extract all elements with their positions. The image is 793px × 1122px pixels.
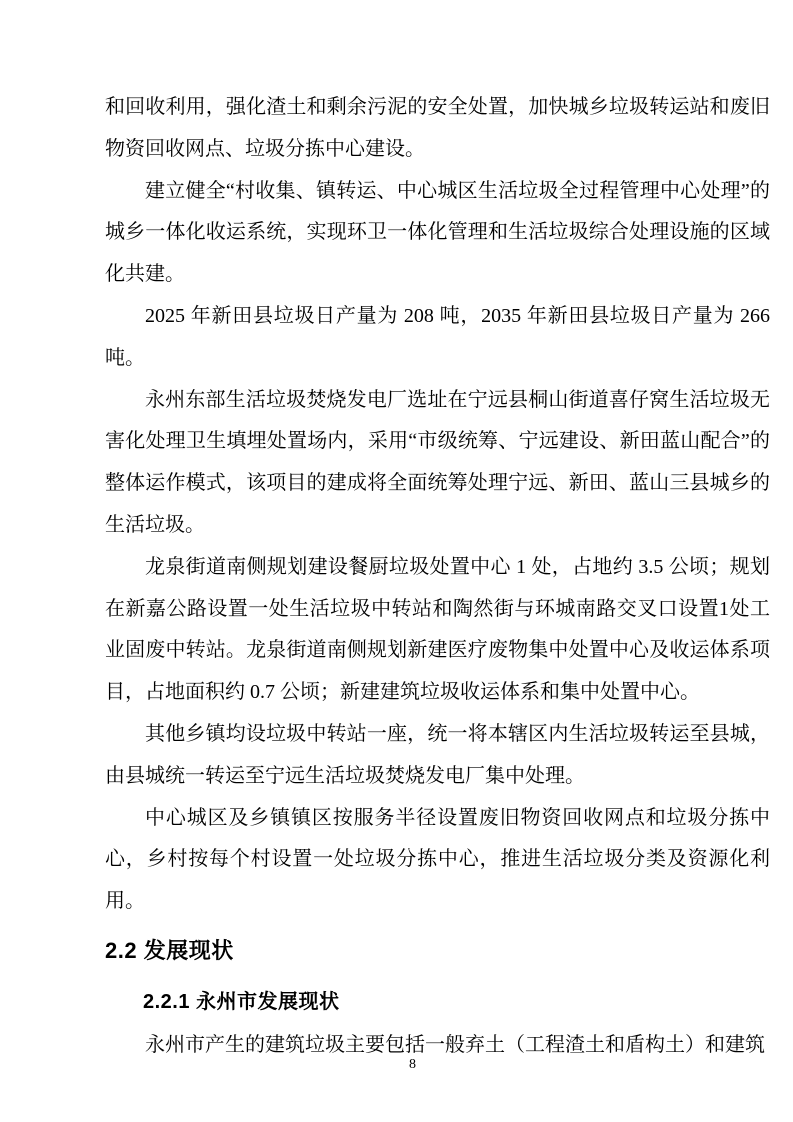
paragraph: 永州市产生的建筑垃圾主要包括一般弃土（工程渣土和盾构土）和建筑 bbox=[145, 1033, 765, 1056]
page-content bbox=[105, 87, 770, 1066]
paragraph: 其他乡镇均设垃圾中转站一座，统一将本辖区内生活垃圾转运至县城，由县城统一转运至宁远生活垃圾焚烧发电厂集中处理。 bbox=[105, 722, 770, 787]
paragraph: 和回收利用，强化渣土和剩余污泥的安全处置，加快城乡垃圾转运站和废旧物资回收网点、垃圾分拣中心建设。 bbox=[105, 96, 770, 160]
paragraph: 龙泉街道南侧规划建设餐厨垃圾处置中心 1 处，占地约 3.5 公顷；规划在新嘉公路设置一处生活垃圾中转站和陶然街与环城南路交叉口设置1处工业固废中转站。龙泉街道南侧规划新建医疗废物集中处置中心及收运体系项目，占地面积约 0.7 公顷；新建建筑垃圾收运体系和集中处置中心。 bbox=[105, 555, 770, 704]
paragraph: 永州东部生活垃圾焚烧发电厂选址在宁远县桐山街道喜仔窝生活垃圾无害化处理卫生填埋处置场内，采用“市级统筹、宁远建设、新田蓝山配合”的整体运作模式，该项目的建成将全面统筹处理宁远、新田、蓝山三县城乡的生活垃圾。 bbox=[105, 388, 770, 536]
subsection-heading: 2.2.1 永州市发展现状 bbox=[143, 990, 340, 1013]
paragraph: 2025 年新田县垃圾日产量为 208 吨，2035 年新田县垃圾日产量为 266 吨。 bbox=[105, 304, 770, 369]
page-number: 8 bbox=[409, 1057, 416, 1072]
section-heading: 2.2 发展现状 bbox=[105, 937, 234, 963]
paragraph: 建立健全“村收集、镇转运、中心城区生活垃圾全过程管理中心处理”的城乡一体化收运系统，实现环卫一体化管理和生活垃圾综合处理设施的区域化共建。 bbox=[105, 179, 770, 286]
paragraph: 中心城区及乡镇镇区按服务半径设置废旧物资回收网点和垃圾分拣中心，乡村按每个村设置一处垃圾分拣中心，推进生活垃圾分类及资源化利用。 bbox=[105, 806, 770, 913]
